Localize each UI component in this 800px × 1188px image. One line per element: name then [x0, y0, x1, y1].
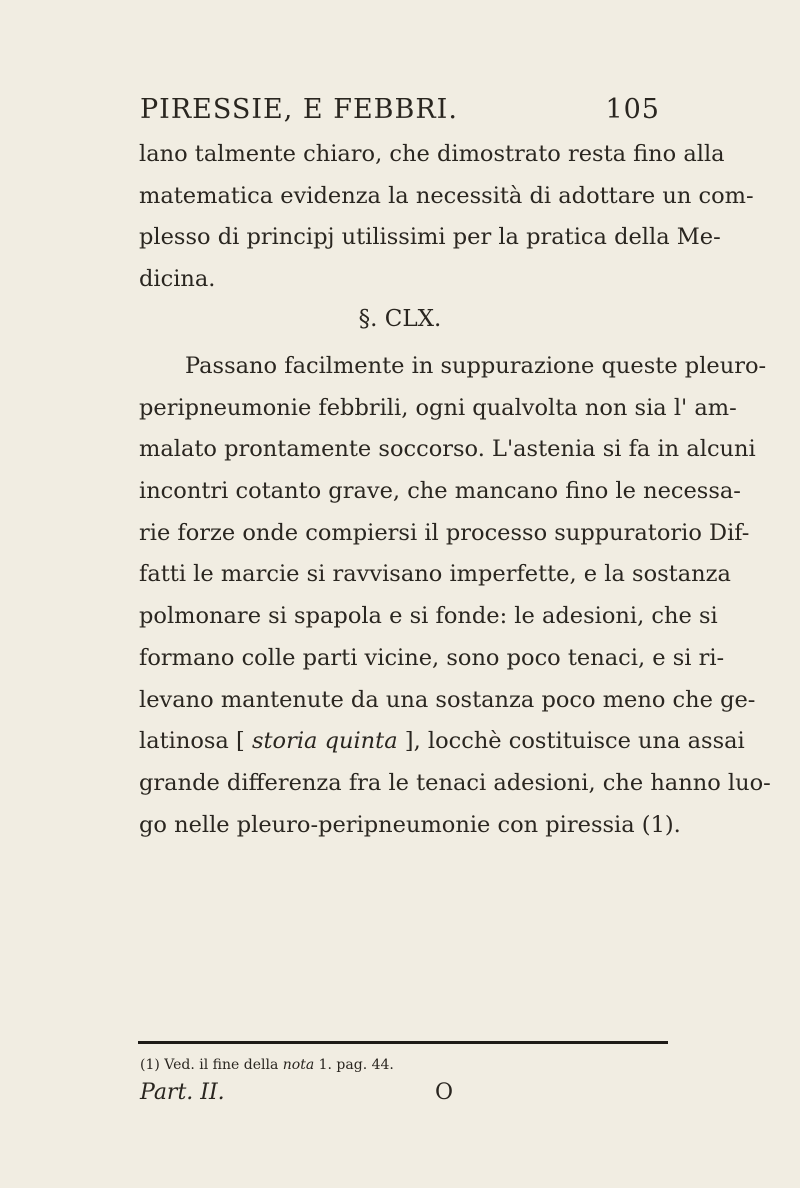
text-line: go nelle pleuro-peripneumonie con piressia (1). — [139, 811, 681, 838]
signature-mark: O — [435, 1080, 454, 1105]
text-line: dicina. — [139, 266, 216, 293]
text-line: formano colle parti vicine, sono poco tenaci, e si ri- — [139, 644, 725, 671]
page-number: 105 — [605, 94, 660, 125]
text-line — [139, 721, 745, 763]
text-line: levano mantenute da una sostanza poco meno che ge- — [139, 686, 756, 713]
text-line: incontri cotanto grave, che mancano fino le necessa- — [139, 478, 741, 505]
text-span: latinosa [ — [139, 728, 252, 755]
footnote-rule — [138, 1041, 668, 1044]
text-line: rie forze onde compiersi il processo suppuratorio Dif- — [139, 519, 750, 546]
text-line: malato prontamente soccorso. L'astenia si fa in alcuni — [139, 436, 756, 463]
text-line: polmonare si spapola e si fonde: le adesioni, che si — [139, 603, 718, 630]
footnote-text: (1) Ved. il fine della — [140, 1057, 283, 1073]
footnote-text: 1. pag. 44. — [314, 1057, 394, 1073]
italic-reference: storia quinta — [251, 728, 398, 755]
text-line: matematica evidenza la necessità di adottare un com- — [139, 182, 754, 209]
footnote-italic: nota — [282, 1057, 315, 1073]
text-line: grande differenza fra le tenaci adesioni, che hanno luo- — [139, 769, 771, 796]
footnote — [140, 1057, 394, 1073]
text-line: Passano facilmente in suppurazione queste pleuro- — [185, 353, 767, 379]
paragraph-main — [139, 346, 771, 846]
text-line: peripneumonie febbrili, ogni qualvolta non sia l' am- — [139, 394, 737, 421]
paragraph-continued — [139, 134, 754, 301]
text-line: lano talmente chiaro, che dimostrato resta fino alla — [139, 141, 725, 167]
text-span: ], locchè costituisce una assai — [397, 728, 745, 755]
text-line: plesso di principj utilissimi per la pratica della Me- — [139, 224, 721, 251]
running-title: PIRESSIE, E FEBBRI. — [140, 94, 458, 125]
text-line: fatti le marcie si ravvisano imperfette, e la sostanza — [139, 561, 731, 588]
part-label: Part. II. — [140, 1080, 225, 1105]
section-heading: §. CLX. — [358, 306, 442, 332]
